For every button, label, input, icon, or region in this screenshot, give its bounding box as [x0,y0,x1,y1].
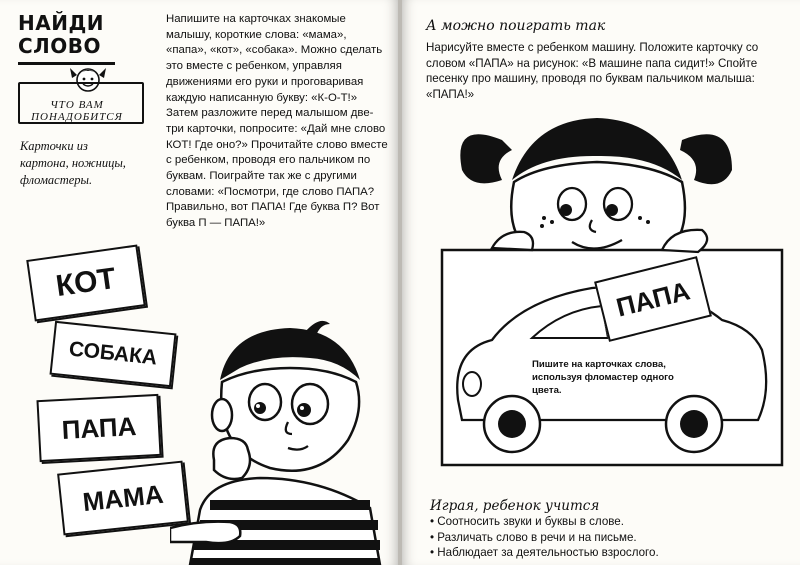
boy-pointing-illustration [170,310,398,565]
word-card-label: МАМА [81,478,165,518]
word-card-papa [36,394,161,462]
materials-header: ЧТО ВАМ ПОНАДОБИТСЯ [31,99,123,123]
title-line-1: НАЙДИ [18,11,105,35]
right-page [402,0,800,565]
game-instructions: Нарисуйте вместе с ребенком машину. Положите карточку со словом «ПАПА» на рисунок: «В машине папа сидит!» Спойте песенку про машину, проводя по буквам пальчиком малыша: «ПАПА!» [426,41,759,102]
list-item: • Соотносить звуки и буквы в слове. [430,514,659,530]
page-title [18,12,104,58]
game-heading: А можно поиграть так [426,18,606,34]
left-page [0,0,398,565]
word-card-label: СОБАКА [67,337,159,370]
skills-list [430,514,659,561]
instructions-text: Напишите на карточках знакомые малышу, короткие слова: «мама», «папа», «кот», «собака». Можно сделать это вместе с ребенком, управляя движениями его руки и проговаривая каждую написанную букву: «К-О-Т!» Затем разложите перед малышом две-три карточки, попросите: «Дай мне слово КОТ! Где оно?» Прочитайте слово вместе с ребенком, проводя его пальчиком по буквам. Поиграйте так же с другими словами: «Посмотри, где слово ПАПА? Правильно, вот ПАПА! Где буква П? Вот буква П — ПАПА!» [166,13,388,230]
drawing-note: Пишите на карточках слова, используя фломастер одного цвета. [532,359,674,396]
word-card-label: КОТ [53,261,118,304]
materials-list: Карточки из картона, ножницы, фломастеры. [20,139,126,187]
list-item: • Различать слово в речи и на письме. [430,530,659,546]
title-line-2: СЛОВО [18,34,102,58]
skills-heading: Играя, ребенок учится [430,498,600,514]
word-card-kot [26,245,146,322]
word-card-label: ПАПА [613,275,693,323]
word-card-label: ПАПА [60,411,138,445]
word-card-sobaka [50,321,177,387]
list-item: • Наблюдает за деятельностью взрослого. [430,545,659,561]
